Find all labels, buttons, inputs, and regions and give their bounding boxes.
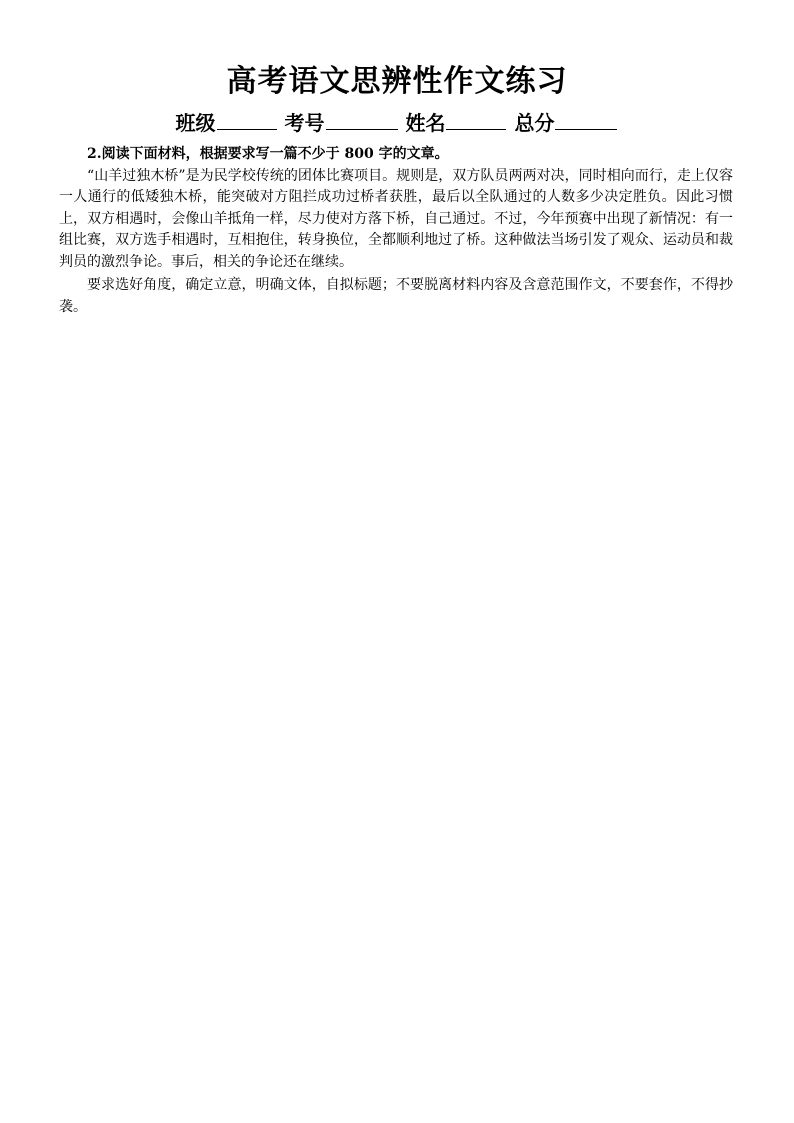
total-score-label: 总分 (514, 111, 555, 135)
question-content (59, 144, 733, 318)
exam-number-label: 考号 (284, 111, 325, 135)
question-prompt: 2.阅读下面材料，根据要求写一篇不少于 800 字的文章。 (87, 146, 449, 162)
class-field (176, 108, 278, 138)
exam-number-field (285, 108, 399, 138)
name-field (405, 108, 507, 138)
material-paragraph: “山羊过独木桥”是为民学校传统的团体比赛项目。规则是，双方队员两两对决，同时相向而行，走上仅容一人通行的低矮独木桥，能突破对方阻拦成功过桥者获胜，最后以全队通过的人数多少决定胜负。因此习惯上，双方相遇时，会像山羊抵角一样，尽力使对方落下桥，自己通过。不过，今年预赛中出现了新情况：有一组比赛，双方选手相遇时，互相抱住，转身换位，全都顺利地过了桥。这种做法当场引发了观众、运动员和裁判员的激烈争论。事后，相关的争论还在继续。 (59, 167, 733, 270)
requirements-paragraph: 要求选好角度，确定立意，明确文体，自拟标题；不要脱离材料内容及含意范围作文，不要套作，不得抄袭。 (59, 277, 733, 315)
class-label: 班级 (175, 111, 216, 135)
document-title: 高考语文思辨性作文练习 (226, 64, 568, 99)
name-blank[interactable] (446, 109, 506, 130)
name-label: 姓名 (405, 111, 446, 135)
total-score-blank[interactable] (555, 109, 617, 130)
exam-number-blank[interactable] (326, 109, 398, 130)
student-info-line (0, 108, 794, 138)
class-blank[interactable] (217, 109, 277, 130)
total-score-field (514, 108, 618, 138)
